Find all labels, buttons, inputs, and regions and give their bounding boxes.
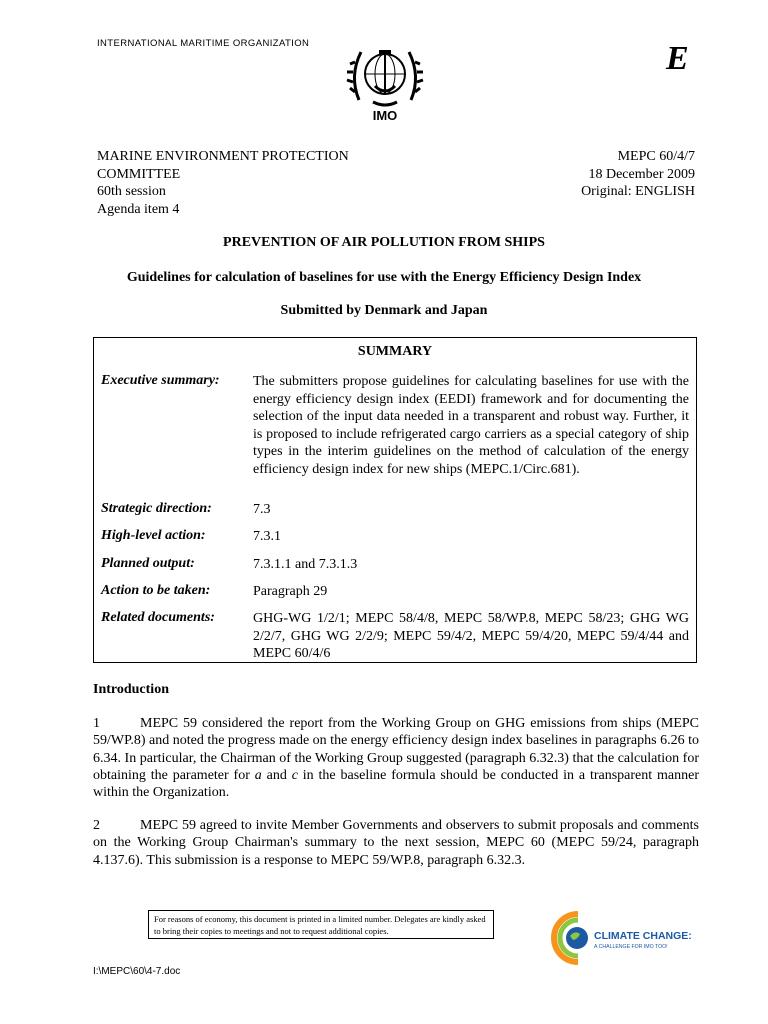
summary-value-related: GHG-WG 1/2/1; MEPC 58/4/8, MEPC 58/WP.8, MEPC 58/23; GHG WG 2/2/7, GHG WG 2/2/9; MEPC 59/4/2, MEPC 59/4/20, MEPC 59/4/44 and MEPC 60/4/6	[253, 611, 689, 661]
summary-value-high-level: 7.3.1	[253, 529, 281, 544]
climate-change-subtitle: A CHALLENGE FOR IMO TOO!	[594, 944, 668, 950]
summary-value-executive: The submitters propose guidelines for calculating baselines for use with the energy efficiency design index (EEDI) framework and for documenting the selection of the input data needed in a transparent and robust way. Further, it is proposed to include refrigerated cargo carriers as a special category of ship types in the interim guidelines on the method of calculation of the energy efficiency design index for new ships (MEPC.1/Circ.681).	[253, 374, 689, 477]
paragraph-2	[93, 817, 699, 869]
document-date: 18 December 2009	[588, 166, 695, 182]
committee-line2: COMMITTEE	[97, 166, 181, 182]
print-notice: For reasons of economy, this document is printed in a limited number. Delegates are kindly asked to bring their copies to meetings and not to request additional copies.	[148, 910, 494, 939]
summary-value-action: Paragraph 29	[253, 584, 328, 599]
paragraph-text: in the baseline formula should be conducted in a transparent manner within the Organization.	[93, 767, 699, 801]
imo-logo-text: IMO	[372, 108, 398, 123]
agenda-item: Agenda item 4	[97, 201, 180, 217]
committee-line1: MARINE ENVIRONMENT PROTECTION	[97, 149, 349, 164]
organization-name: INTERNATIONAL MARITIME ORGANIZATION	[97, 38, 310, 49]
summary-heading: SUMMARY	[357, 344, 433, 359]
imo-emblem-icon	[345, 40, 425, 108]
summary-value-strategic: 7.3	[253, 502, 271, 517]
language-code: E	[666, 40, 689, 77]
parameter-a: a	[254, 767, 262, 783]
file-path: I:\MEPC\60\4-7.doc	[93, 966, 181, 977]
summary-label-action: Action to be taken:	[101, 583, 211, 598]
submitted-by: Submitted by Denmark and Japan	[280, 303, 488, 318]
committee-block	[97, 148, 349, 218]
climate-change-title: CLIMATE CHANGE:	[594, 930, 692, 942]
paragraph-text: MEPC 59 agreed to invite Member Governments and observers to submit proposals and comments on the Working Group Chairman's summary to the next session, MEPC 60 (MEPC 59/24, paragraph 4.137.6). This submission is a response to MEPC 59/WP.8, paragraph 6.32.3.	[93, 818, 699, 868]
subtitle: Guidelines for calculation of baselines for use with the Energy Efficiency Design Index	[126, 270, 642, 285]
summary-label-strategic: Strategic direction:	[101, 501, 212, 516]
original-language: Original: ENGLISH	[581, 184, 695, 199]
summary-label-high-level: High-level action:	[101, 528, 206, 543]
summary-box	[93, 337, 697, 663]
summary-label-related: Related documents:	[101, 610, 215, 625]
main-title: PREVENTION OF AIR POLLUTION FROM SHIPS	[223, 235, 545, 250]
introduction-heading: Introduction	[93, 682, 169, 697]
summary-value-planned: 7.3.1.1 and 7.3.1.3	[253, 557, 358, 572]
climate-change-logo-icon	[548, 908, 708, 968]
paragraph-1	[93, 715, 699, 801]
paragraph-text: MEPC 59 considered the report from the Working Group on GHG emissions from ships (MEPC 59/WP.8) and noted the progress made on the energy efficiency design index baselines in paragraphs 6.26 to 6.34. In particular, the Chairman of the Working Group suggested (paragraph 6.32.3) that the calculation for obtaining the parameter for	[93, 716, 699, 783]
paragraph-number: 2	[93, 818, 100, 833]
parameter-c: c	[291, 767, 298, 783]
session: 60th session	[97, 184, 166, 199]
summary-label-planned: Planned output:	[101, 556, 195, 571]
paragraph-text: and	[261, 767, 292, 783]
document-info-block	[581, 148, 695, 201]
paragraph-number: 1	[93, 716, 100, 731]
document-symbol: MEPC 60/4/7	[617, 149, 695, 164]
summary-label-executive: Executive summary:	[101, 373, 220, 388]
